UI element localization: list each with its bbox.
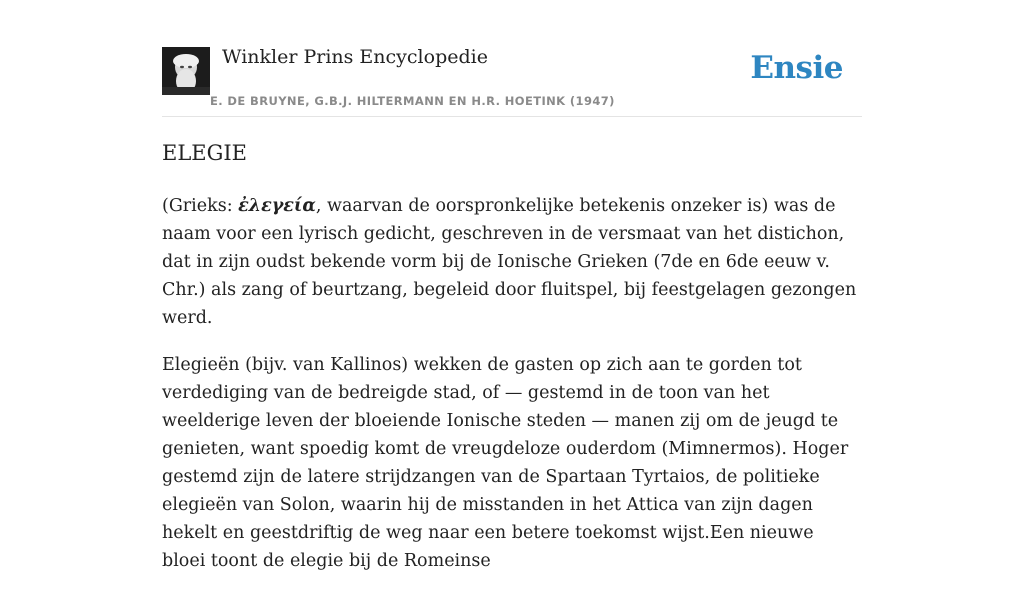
paragraph-1-text: , waarvan de oorspronkelijke betekenis onzeker is) was de naam voor een lyrisch gedicht, geschreven in de versmaat van het distichon, dat in zijn oudst bekende vorm bij de Ionische Grieken (7de en 6de eeuw v. Chr.) als zang of beurtzang, begeleid door fluitspel, bij feestgelagen gezongen werd.: [162, 196, 857, 328]
publication-authors: E. DE BRUYNE, G.B.J. HILTERMANN EN H.R. HOETINK (1947): [210, 94, 615, 108]
article-paragraph-2: Elegieën (bijv. van Kallinos) wekken de gasten op zich aan te gorden tot verdediging van de bedreigde stad, of — gestemd in de toon van het weelderige leven der bloeiende Ionische steden — manen zij om de jeugd te genieten, want spoedig komt de vreugdeloze ouderdom (Mimnermos). Hoger gestemd zijn de latere strijdzangen van de Spartaan Tyrtaios, de politieke elegieën van Solon, waarin hij de misstanden in het Attica van zijn dagen hekelt en geestdriftig de weg naar een betere toekomst wijst.Een nieuwe bloei toont de elegie bij de Romeinse: [162, 355, 849, 571]
publication-header: [162, 46, 862, 117]
article-title: ELEGIE: [162, 141, 248, 165]
portrait-image: [162, 47, 210, 95]
greek-prefix: (Grieks:: [162, 196, 239, 216]
article-body: [162, 192, 862, 594]
publication-title[interactable]: Winkler Prins Encyclopedie: [222, 46, 488, 68]
author-avatar[interactable]: [162, 47, 210, 95]
article-paragraph-1: [162, 192, 862, 332]
ensie-logo[interactable]: Ensie: [750, 50, 843, 86]
greek-term: ἐλεγεία: [238, 196, 316, 216]
